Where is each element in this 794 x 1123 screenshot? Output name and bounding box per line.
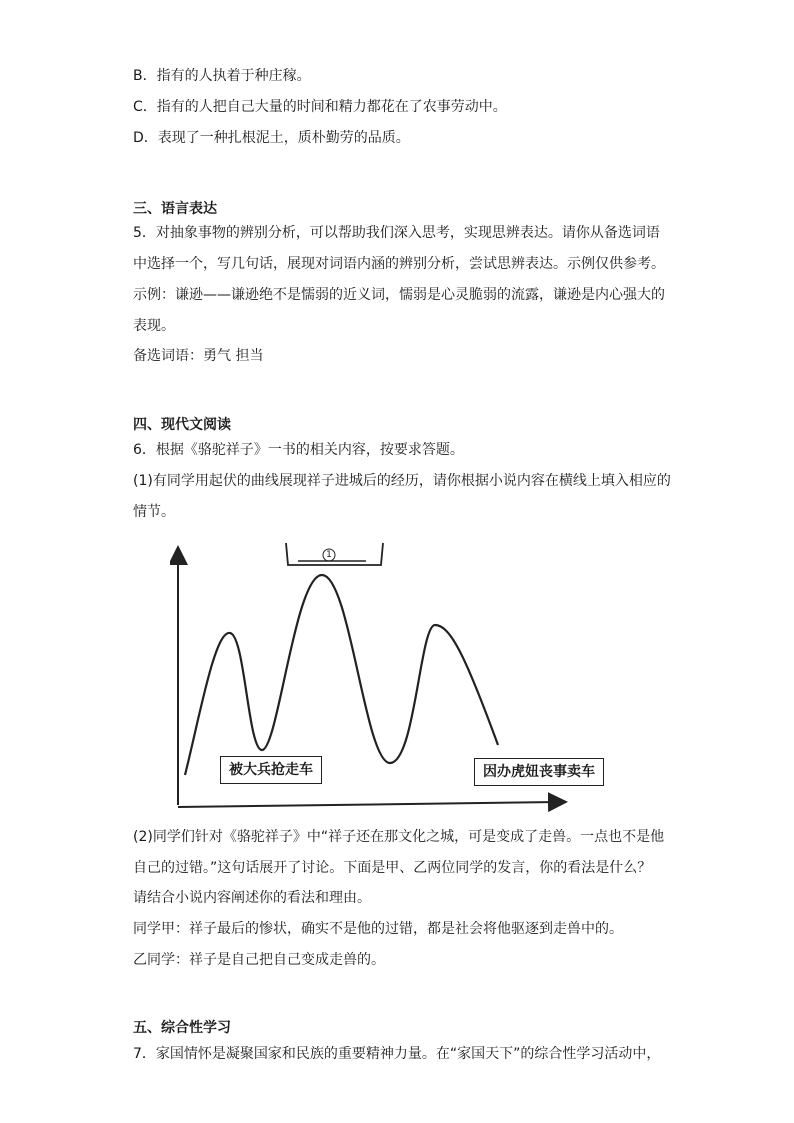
option-d: D．表现了一种扎根泥土，质朴勤劳的品质。	[133, 130, 410, 146]
plot-curve-figure	[170, 535, 620, 820]
q6-part2-line-1: (2)同学们针对《骆驼祥子》中“祥子还在那文化之城，可是变成了走兽。一点也不是他	[133, 829, 665, 845]
q6-part1-line-1: (1)有同学用起伏的曲线展现祥子进城后的经历，请你根据小说内容在横线上填入相应的	[133, 473, 671, 489]
option-b: B．指有的人执着于种庄稼。	[133, 68, 311, 84]
q5-text-line-2: 中选择一个，写几句话，展现对词语内涵的辨别分析，尝试思辨表达。示例仅供参考。	[133, 256, 665, 272]
q5-example-line-2: 表现。	[133, 318, 175, 334]
q5-candidate-words: 备选词语：勇气 担当	[133, 348, 264, 364]
horizontal-axis	[178, 802, 558, 807]
q5-text-line-1: 5．对抽象事物的辨别分析，可以帮助我们深入思考，实现思辨表达。请你从备选词语	[133, 225, 660, 241]
fortune-curve	[185, 575, 498, 775]
section-4-heading: 四、现代文阅读	[133, 417, 231, 433]
student-b-statement: 乙同学：祥子是自己把自己变成走兽的。	[133, 952, 385, 968]
option-c: C．指有的人把自己大量的时间和精力都花在了农事劳动中。	[133, 99, 507, 115]
q5-example-line-1: 示例：谦逊——谦逊绝不是懦弱的近义词，懦弱是心灵脆弱的流露，谦逊是内心强大的	[133, 287, 665, 303]
q6-part2-line-2: 自己的过错。”这句话展开了讨论。下面是甲、乙两位同学的发言，你的看法是什么？	[133, 860, 652, 876]
q6-part1-line-2: 情节。	[133, 504, 175, 520]
q6-intro: 6．根据《骆驼祥子》一书的相关内容，按要求答题。	[133, 442, 464, 458]
q6-part2-line-3: 请结合小说内容阐述你的看法和理由。	[133, 890, 371, 906]
blank-marker-digit: 1	[326, 550, 332, 560]
section-3-heading: 三、语言表达	[133, 201, 217, 217]
label-car-taken: 被大兵抢走车	[220, 756, 322, 784]
label-car-sold: 因办虎妞丧事卖车	[474, 758, 604, 786]
section-5-heading: 五、综合性学习	[133, 1020, 231, 1036]
q7-text-line-1: 7．家国情怀是凝聚国家和民族的重要精神力量。在“家国天下”的综合性学习活动中，	[133, 1046, 661, 1062]
student-a-statement: 同学甲：祥子最后的惨状，确实不是他的过错，都是社会将他驱逐到走兽中的。	[133, 921, 623, 937]
